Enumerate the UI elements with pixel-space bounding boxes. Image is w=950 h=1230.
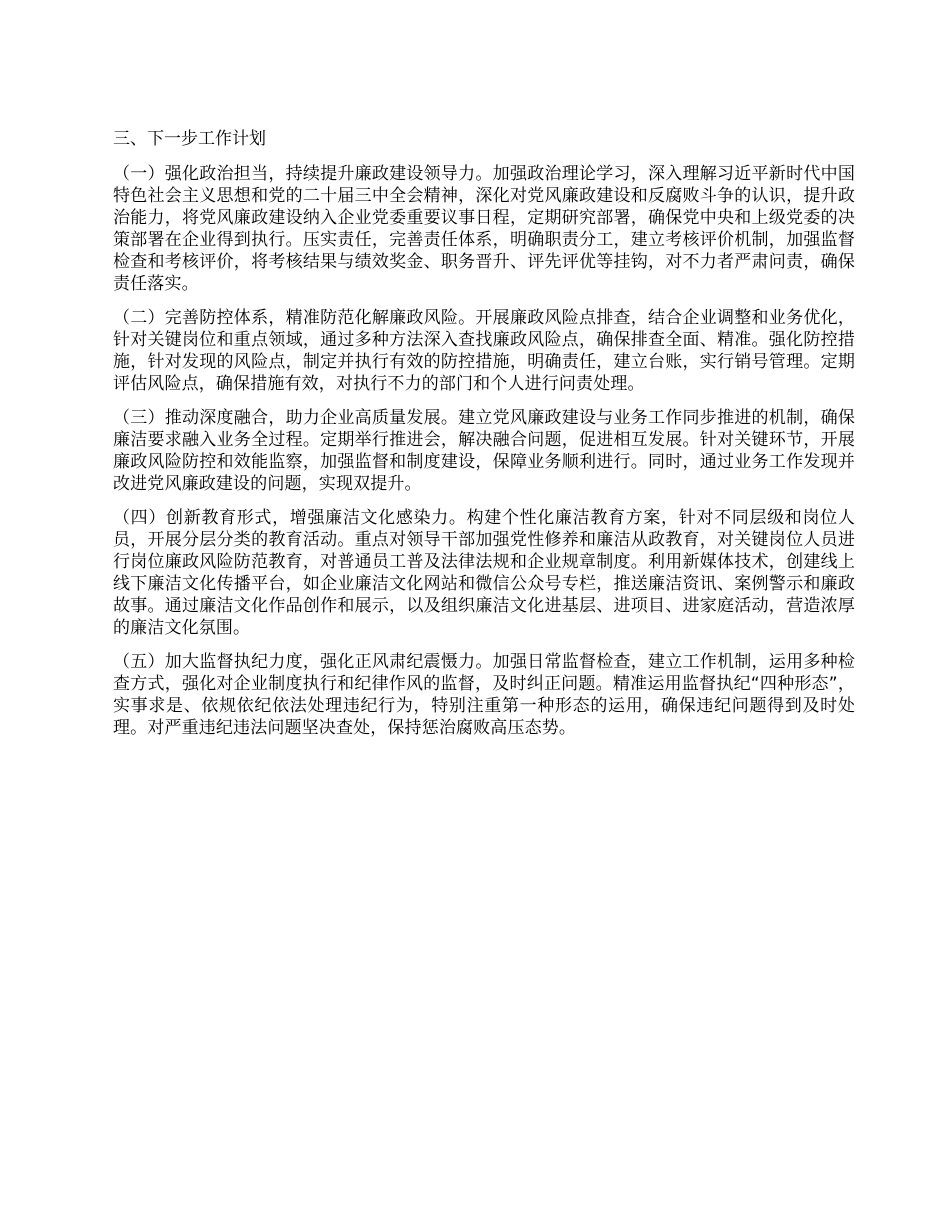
paragraph-2: （二）完善防控体系，精准防范化解廉政风险。开展廉政风险点排查，结合企业调整和业务优化，针对关键岗位和重点领域，通过多种方法深入查找廉政风险点，确保排查全面、精准。强化防控措施，针对发现的风险点，制定并执行有效的防控措施，明确责任，建立台账，实行销号管理。定期评估风险点，确保措施有效，对执行不力的部门和个人进行问责处理。 — [113, 308, 855, 394]
paragraph-1: （一）强化政治担当，持续提升廉政建设领导力。加强政治理论学习，深入理解习近平新时代中国特色社会主义思想和党的二十届三中全会精神，深化对党风廉政建设和反腐败斗争的认识，提升政治能力，将党风廉政建设纳入企业党委重要议事日程，定期研究部署，确保党中央和上级党委的决策部署在企业得到执行。压实责任，完善责任体系，明确职责分工，建立考核评价机制，加强监督检查和考核评价，将考核结果与绩效奖金、职务晋升、评先评优等挂钩，对不力者严肃问责，确保责任落实。 — [113, 164, 855, 294]
section-heading: 三、下一步工作计划 — [113, 129, 266, 149]
paragraph-4: （四）创新教育形式，增强廉洁文化感染力。构建个性化廉洁教育方案，针对不同层级和岗位人员，开展分层分类的教育活动。重点对领导干部加强党性修养和廉洁从政教育，对关键岗位人员进行岗位廉政风险防范教育，对普通员工普及法律法规和企业规章制度。利用新媒体技术，创建线上线下廉洁文化传播平台，如企业廉洁文化网站和微信公众号专栏，推送廉洁资讯、案例警示和廉政故事。通过廉洁文化作品创作和展示，以及组织廉洁文化进基层、进项目、进家庭活动，营造浓厚的廉洁文化氛围。 — [113, 508, 855, 638]
paragraph-5: （五）加大监督执纪力度，强化正风肃纪震慑力。加强日常监督检查，建立工作机制，运用多种检查方式，强化对企业制度执行和纪律作风的监督，及时纠正问题。精准运用监督执纪“四种形态”，实事求是、依规依纪依法处理违纪行为，特别注重第一种形态的运用，确保违纪问题得到及时处理。对严重违纪违法问题坚决查处，保持惩治腐败高压态势。 — [113, 652, 855, 738]
document-page — [113, 128, 855, 751]
paragraph-3: （三）推动深度融合，助力企业高质量发展。建立党风廉政建设与业务工作同步推进的机制，确保廉洁要求融入业务全过程。定期举行推进会，解决融合问题，促进相互发展。针对关键环节，开展廉政风险防控和效能监察，加强监督和制度建设，保障业务顺利进行。同时，通过业务工作发现并改进党风廉政建设的问题，实现双提升。 — [113, 408, 855, 494]
